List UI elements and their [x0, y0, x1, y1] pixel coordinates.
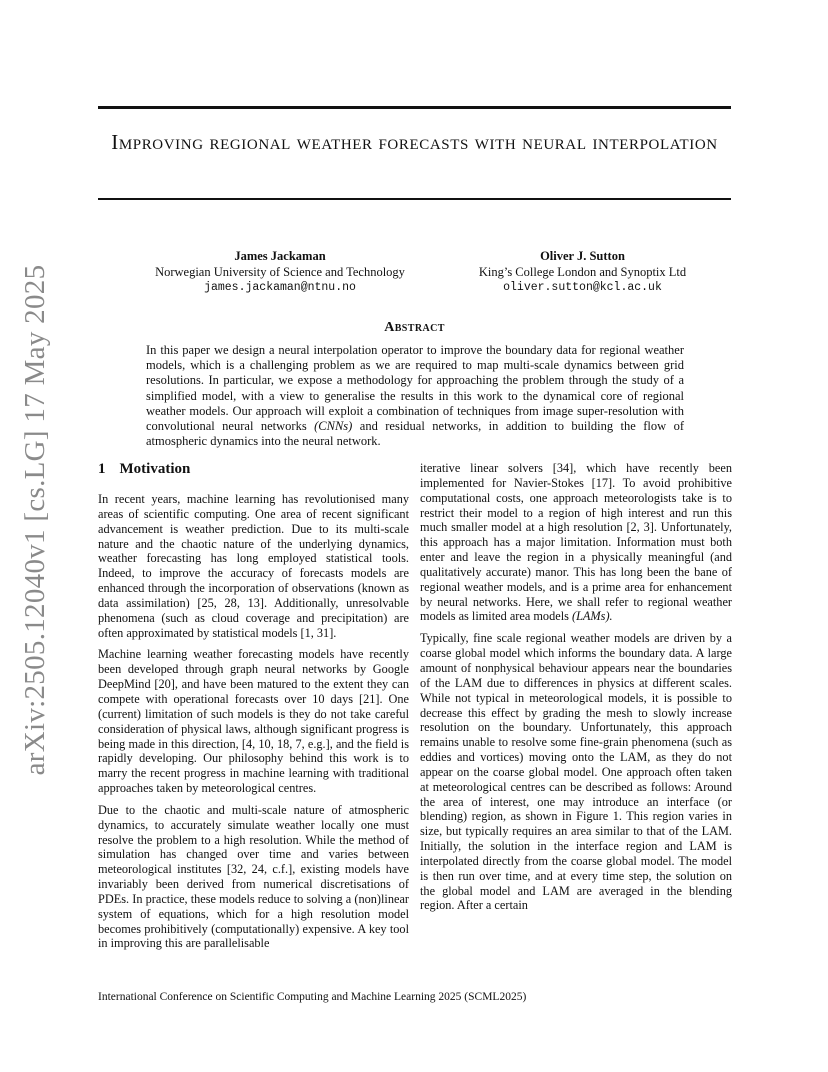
author-affiliation: Norwegian University of Science and Technology [155, 265, 405, 279]
author-block-1 [130, 248, 430, 296]
title-bottom-rule [98, 198, 731, 200]
right-column [420, 461, 732, 920]
author-affiliation: King’s College London and Synoptix Ltd [478, 265, 687, 279]
body-paragraph: In recent years, machine learning has revolutionised many areas of scientific computing. One area of recent significant advancement is weather prediction. Due to its multi-scale nature and the chaotic nature of the underlying dynamics, weather forecasting has long employed statistical tools. Indeed, to improve the accuracy of forecasts models are enhanced through the incorporation of observations (known as data assimilation) [25, 28, 13]. Additionally, unresolvable phenomena (such as cloud coverage and precipitation) are often approximated by statistical models [1, 31]. [98, 492, 409, 640]
paper-title: Improving regional weather forecasts with neural interpolation [111, 130, 718, 154]
author-name: James Jackaman [234, 249, 326, 263]
author-block-2 [445, 248, 720, 296]
abstract-text-part: and residual networks, in addition to building the flow of atmospheric dynamics into the neural network. [146, 419, 684, 449]
conference-footer: International Conference on Scientific Computing and Machine Learning 2025 (SCML2025) [98, 991, 527, 1003]
section-title: Motivation [119, 461, 191, 477]
body-paragraph: Machine learning weather forecasting models have recently been developed through graph neural networks by Google DeepMind [20], and have been matured to the extent they can compete with operational forecasts over 10 days [21]. One (current) limitation of such models is they do not take careful consideration of physical laws, although significant progress is being made in this direction, [4, 10, 18, 7, e.g.], and the field is rapidly developing. Our philosophy behind this work is to marry the recent progress in machine learning with traditional approaches taken by meteorological centres. [98, 647, 409, 796]
abstract-text-part: In this paper we design a neural interpolation operator to improve the boundary data for regional weather models, which is a challenging problem as we are required to map multi-scale dynamics between grid resolutions. In particular, we expose a methodology for approaching the problem through the study of a simplified model, with a view to generalise the results in this work to the dynamical core of regional weather models. Our approach will exploit a combination of techniques from image super-resolution with convolutional neural networks [146, 343, 684, 434]
abstract-heading: Abstract [384, 320, 445, 335]
section-heading [98, 460, 409, 478]
author-email[interactable]: oliver.sutton@kcl.ac.uk [503, 281, 662, 294]
section-number: 1 [98, 461, 106, 477]
body-text: iterative linear solvers [34], which have recently been implemented for Navier-Stokes [17]. To avoid prohibitive computational costs, one approach meteorologists take is to restrict their model to a region of high interest and run this much smaller model at a high resolution [2, 3]. Unfortunately, this approach has a major limitation. Information must both enter and leave the region in a physically meaningful (and qualitatively accurate) manor. This has long been the bane of regional weather models, and is a prime area for enhancement by neural networks. Here, we shall refer to regional weather models as limited area models [420, 461, 732, 624]
left-column [98, 460, 409, 958]
body-paragraph [420, 461, 732, 624]
abstract-text [146, 343, 684, 449]
arxiv-identifier-stamp: arXiv:2505.12040v1 [cs.LG] 17 May 2025 [19, 264, 51, 776]
author-name: Oliver J. Sutton [540, 249, 625, 263]
body-paragraph: Due to the chaotic and multi-scale nature of atmospheric dynamics, to accurately simulate weather locally one must resolve the problem to a high resolution. While the method of simulation has changed over time and varies between meteorological institutes [32, 24, c.f.], existing models have invariably been derived from numerical discretisations of PDEs. In practice, these models reduce to solving a (non)linear system of equations, which for a high resolution model becomes prohibitively (computationally) expensive. A key tool in improving this are parallelisable [98, 802, 409, 951]
body-paragraph: Typically, fine scale regional weather models are driven by a coarse global model which informs the boundary data. A large amount of nonphysical behaviour appears near the boundaries of the LAM due to differences in physics at different scales. While not typical in meteorological models, it is possible to decrease this effect by grading the mesh to slowly increase resolution on the boundary. Unfortunately, this approach remains unable to resolve some fine-grain phenomena (such as eddies and vortices) moving onto the LAM, as they do not appear on the coarse global model. One approach often taken at meteorological centres can be described as follows: Around the area of interest, one may introduce an interface (or blending) region, as shown in Figure 1. This region varies in size, but typically requires an area similar to that of the LAM. Initially, the solution in the interface region and LAM is interpolated directly from the coarse global model. The model is then run over time, and at every time step, the solution on the global model and LAM are averaged in the blending region. After a certain [420, 631, 732, 913]
title-top-rule [98, 106, 731, 109]
abstract-emphasis: (CNNs) [314, 419, 353, 434]
author-email[interactable]: james.jackaman@ntnu.no [204, 281, 356, 294]
body-emphasis: (LAMs). [571, 609, 613, 624]
